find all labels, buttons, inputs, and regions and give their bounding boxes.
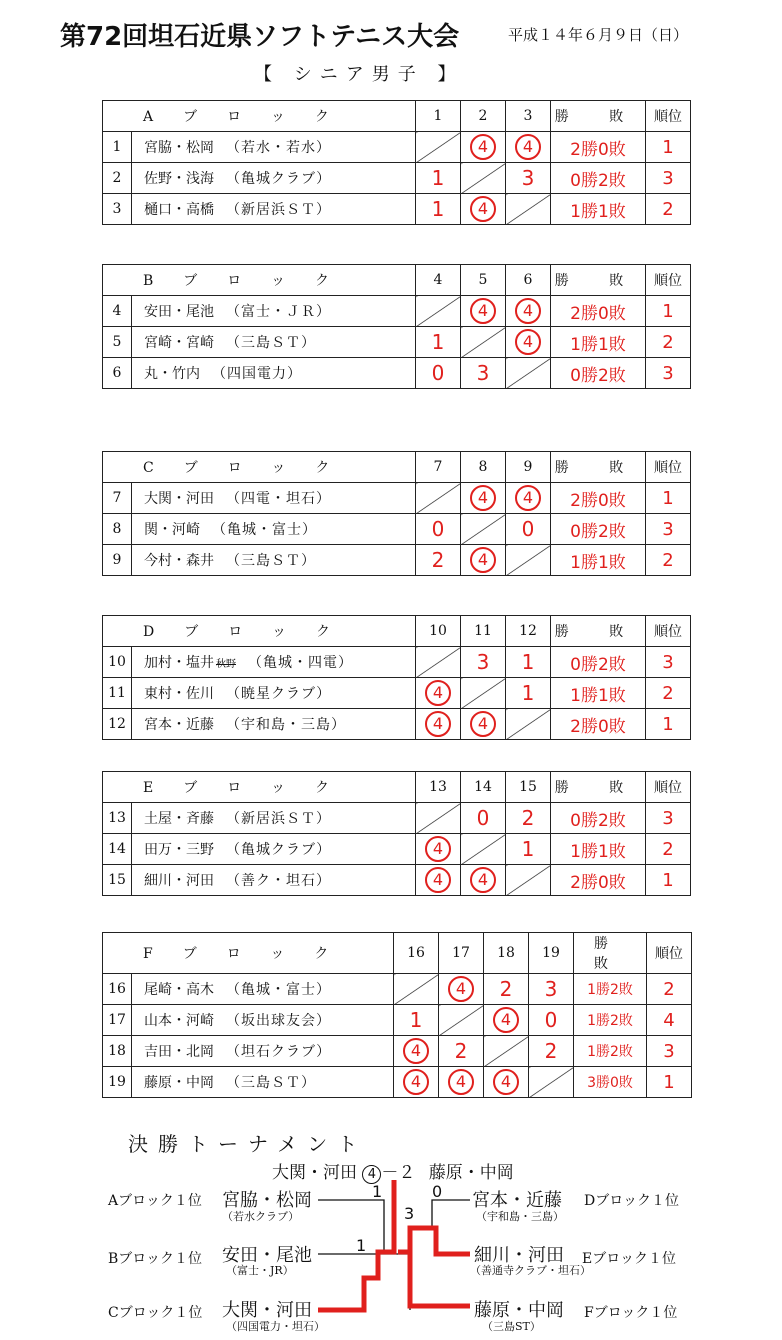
club-name: （亀城クラブ） xyxy=(226,842,332,858)
win-loss-header: 勝 敗 xyxy=(551,452,646,483)
seed-club-a: （若水クラブ） xyxy=(222,1210,300,1223)
seed-club-c: （四国電力・坦石） xyxy=(226,1320,325,1333)
column-number: 18 xyxy=(484,933,529,974)
seed-name-d: 宮本・近藤 xyxy=(472,1190,562,1211)
score-value: 1 xyxy=(409,1008,423,1032)
entry-number: 4 xyxy=(103,296,132,327)
winning-score: 4 xyxy=(403,1069,429,1095)
player-names: 土屋・斉藤 xyxy=(144,811,214,827)
score-value: 3 xyxy=(476,650,490,674)
rank-value: 4 xyxy=(663,1009,675,1031)
entry-number: 17 xyxy=(103,1005,132,1036)
rank-value: 1 xyxy=(662,869,674,891)
bracket-line-a xyxy=(318,1200,384,1254)
match-score-bc: 1 xyxy=(356,1236,367,1255)
entry-number: 9 xyxy=(103,545,132,576)
column-number: 4 xyxy=(416,265,461,296)
block-name: Aブロック xyxy=(103,101,416,132)
win-loss-record: 1勝2敗 xyxy=(587,982,633,998)
win-loss-header: 勝 敗 xyxy=(551,772,646,803)
rank-value: 1 xyxy=(662,713,674,735)
block-name: Cブロック xyxy=(103,452,416,483)
win-loss-record: 3勝0敗 xyxy=(587,1075,633,1091)
club-name: （三島ＳＴ） xyxy=(226,1075,316,1091)
entry-number: 8 xyxy=(103,514,132,545)
player-names: 大関・河田 xyxy=(144,491,214,507)
final-right-pair: 藤原・中岡 xyxy=(428,1163,514,1183)
score-value: 0 xyxy=(476,806,490,830)
win-loss-record: 0勝2敗 xyxy=(570,521,626,542)
club-name: （亀城・四電） xyxy=(248,655,353,671)
rank-value: 3 xyxy=(662,651,674,673)
club-name: （四電・坦石） xyxy=(226,491,331,507)
rank-header: 順位 xyxy=(646,452,691,483)
score-value: 0 xyxy=(544,1008,558,1032)
rank-header: 順位 xyxy=(646,616,691,647)
entry-number: 2 xyxy=(103,163,132,194)
column-number: 17 xyxy=(439,933,484,974)
winning-score: 4 xyxy=(470,134,496,160)
win-loss-header: 勝 敗 xyxy=(551,616,646,647)
rank-header: 順位 xyxy=(646,265,691,296)
winning-score: 4 xyxy=(470,196,496,222)
winning-score: 4 xyxy=(425,680,451,706)
column-number: 13 xyxy=(416,772,461,803)
score-value: 2 xyxy=(544,1039,558,1063)
score-value: 2 xyxy=(499,977,513,1001)
club-name: （新居浜ＳＴ） xyxy=(226,202,331,218)
entry-number: 11 xyxy=(103,678,132,709)
winning-score: 4 xyxy=(425,867,451,893)
block-name: Eブロック xyxy=(103,772,416,803)
winning-score: 4 xyxy=(515,134,541,160)
seed-name-a: 宮脇・松岡 xyxy=(222,1190,312,1211)
column-number: 14 xyxy=(461,772,506,803)
win-loss-record: 1勝2敗 xyxy=(587,1013,633,1029)
match-score-ab: 1 xyxy=(372,1182,383,1201)
score-value: 1 xyxy=(521,650,535,674)
player-names: 東村・佐川 xyxy=(144,686,214,702)
winning-score: 4 xyxy=(448,1069,474,1095)
score-value: 1 xyxy=(521,837,535,861)
club-name: （若水・若水） xyxy=(226,140,331,156)
column-number: 10 xyxy=(416,616,461,647)
seed-label-d: Dブロック１位 xyxy=(584,1193,679,1209)
club-name: （三島ＳＴ） xyxy=(226,553,316,569)
column-number: 1 xyxy=(416,101,461,132)
rank-value: 1 xyxy=(662,300,674,322)
win-loss-record: 1勝1敗 xyxy=(570,334,626,355)
entry-number: 7 xyxy=(103,483,132,514)
club-name: （暁星クラブ） xyxy=(226,686,332,702)
rank-value: 2 xyxy=(662,198,674,220)
entry-number: 13 xyxy=(103,803,132,834)
entry-number: 15 xyxy=(103,865,132,896)
club-name: （坦石クラブ） xyxy=(226,1044,332,1060)
winning-score: 4 xyxy=(493,1069,519,1095)
winning-score: 4 xyxy=(448,976,474,1002)
column-number: 19 xyxy=(529,933,574,974)
player-names: 細川・河田 xyxy=(144,873,214,889)
score-value: 2 xyxy=(431,548,445,572)
seed-name-f: 藤原・中岡 xyxy=(474,1300,564,1321)
player-names: 宮脇・松岡 xyxy=(144,140,214,156)
column-number: 5 xyxy=(461,265,506,296)
winning-score: 4 xyxy=(515,485,541,511)
rank-value: 3 xyxy=(662,518,674,540)
win-loss-header: 勝 敗 xyxy=(574,933,647,974)
bracket-win-e xyxy=(410,1228,470,1254)
win-loss-record: 2勝0敗 xyxy=(570,716,626,737)
score-value: 2 xyxy=(521,806,535,830)
block-name: Bブロック xyxy=(103,265,416,296)
club-name: （亀城クラブ） xyxy=(226,171,332,187)
rank-value: 3 xyxy=(662,807,674,829)
column-number: 11 xyxy=(461,616,506,647)
column-number: 16 xyxy=(394,933,439,974)
rank-value: 3 xyxy=(662,362,674,384)
player-names: 山本・河崎 xyxy=(144,1013,214,1029)
rank-header: 順位 xyxy=(647,933,692,974)
club-name: （富士・ＪＲ） xyxy=(226,304,331,320)
seed-club-d: （宇和島・三島） xyxy=(476,1210,564,1223)
win-loss-record: 1勝2敗 xyxy=(587,1044,633,1060)
rank-value: 1 xyxy=(662,487,674,509)
column-number: 9 xyxy=(506,452,551,483)
match-score-semi: 3 xyxy=(404,1204,415,1223)
club-name: （善ク・坦石） xyxy=(226,873,331,889)
seed-club-b: （富士・JR） xyxy=(226,1264,294,1277)
column-number: 12 xyxy=(506,616,551,647)
player-names: 宮崎・宮崎 xyxy=(144,335,214,351)
struck-name: 秋野 xyxy=(216,659,236,670)
rank-value: 1 xyxy=(662,136,674,158)
bracket-win-f xyxy=(398,1252,470,1306)
page-title: 第72回坦石近県ソフトテニス大会 xyxy=(60,22,460,52)
player-names: 関・河崎 xyxy=(144,522,200,538)
winning-score: 4 xyxy=(470,547,496,573)
final-loss-score: －２ xyxy=(381,1163,416,1183)
rank-value: 3 xyxy=(663,1040,675,1062)
player-names: 丸・竹内 xyxy=(144,366,200,382)
score-value: 1 xyxy=(521,681,535,705)
column-number: 2 xyxy=(461,101,506,132)
win-loss-record: 1勝1敗 xyxy=(570,552,626,573)
win-loss-record: 1勝1敗 xyxy=(570,841,626,862)
rank-value: 2 xyxy=(662,549,674,571)
win-loss-record: 0勝2敗 xyxy=(570,170,626,191)
winning-score: 4 xyxy=(425,836,451,862)
column-number: 15 xyxy=(506,772,551,803)
seed-name-e: 細川・河田 xyxy=(474,1245,564,1266)
rank-header: 順位 xyxy=(646,101,691,132)
final-left-pair: 大関・河田 xyxy=(272,1163,357,1183)
column-number: 7 xyxy=(416,452,461,483)
match-score-de: 0 xyxy=(432,1182,443,1201)
seed-label-b: Bブロック１位 xyxy=(108,1251,203,1267)
player-names: 今村・森井 xyxy=(144,553,214,569)
player-names: 佐野・浅海 xyxy=(144,171,214,187)
block-name: Fブロック xyxy=(103,933,394,974)
win-loss-record: 0勝2敗 xyxy=(570,654,626,675)
score-value: 0 xyxy=(431,517,445,541)
club-name: （坂出球友会） xyxy=(226,1013,331,1029)
club-name: （三島ＳＴ） xyxy=(226,335,316,351)
seed-label-c: Cブロック１位 xyxy=(108,1305,203,1321)
club-name: （亀城・富士） xyxy=(226,982,331,998)
rank-value: 2 xyxy=(662,838,674,860)
winning-score: 4 xyxy=(403,1038,429,1064)
player-names: 田万・三野 xyxy=(144,842,214,858)
player-names: 加村・塩井 xyxy=(144,655,214,671)
seed-club-f: （三島ST） xyxy=(482,1320,541,1333)
final-win-score: 4 xyxy=(362,1165,381,1184)
club-name: （四国電力） xyxy=(212,366,302,382)
score-value: 0 xyxy=(521,517,535,541)
seed-label-e: Eブロック１位 xyxy=(582,1251,676,1267)
rank-value: 2 xyxy=(663,978,675,1000)
winning-score: 4 xyxy=(515,298,541,324)
player-names: 安田・尾池 xyxy=(144,304,214,320)
win-loss-record: 2勝0敗 xyxy=(570,139,626,160)
rank-value: 1 xyxy=(663,1071,675,1093)
player-names: 宮本・近藤 xyxy=(144,717,214,733)
entry-number: 19 xyxy=(103,1067,132,1098)
score-value: 1 xyxy=(431,330,445,354)
entry-number: 1 xyxy=(103,132,132,163)
entry-number: 6 xyxy=(103,358,132,389)
seed-name-b: 安田・尾池 xyxy=(222,1245,312,1266)
winning-score: 4 xyxy=(425,711,451,737)
rank-value: 3 xyxy=(662,167,674,189)
entry-number: 10 xyxy=(103,647,132,678)
win-loss-header: 勝 敗 xyxy=(551,101,646,132)
column-number: 3 xyxy=(506,101,551,132)
block-name: Dブロック xyxy=(103,616,416,647)
seed-label-f: Fブロック１位 xyxy=(584,1305,678,1321)
score-value: 3 xyxy=(521,166,535,190)
score-value: 2 xyxy=(454,1039,468,1063)
win-loss-record: 2勝0敗 xyxy=(570,872,626,893)
seed-club-e: （善通寺クラブ・坦石） xyxy=(470,1264,591,1277)
club-name: （宇和島・三島） xyxy=(226,717,346,733)
club-name: （亀城・富士） xyxy=(212,522,317,538)
rank-value: 2 xyxy=(662,682,674,704)
win-loss-record: 1勝1敗 xyxy=(570,685,626,706)
event-date: 平成１４年６月９日（日） xyxy=(508,26,689,44)
category-subtitle: 【 シニア男子 】 xyxy=(254,64,464,85)
score-value: 3 xyxy=(544,977,558,1001)
tournament-title: 決勝トーナメント xyxy=(128,1132,368,1156)
winning-score: 4 xyxy=(493,1007,519,1033)
winning-score: 4 xyxy=(470,298,496,324)
seed-label-a: Aブロック１位 xyxy=(108,1193,202,1209)
column-number: 6 xyxy=(506,265,551,296)
entry-number: 3 xyxy=(103,194,132,225)
rank-header: 順位 xyxy=(646,772,691,803)
club-name: （新居浜ＳＴ） xyxy=(226,811,331,827)
score-value: 3 xyxy=(476,361,490,385)
player-names: 尾崎・高木 xyxy=(144,982,214,998)
entry-number: 12 xyxy=(103,709,132,740)
score-value: 0 xyxy=(431,361,445,385)
win-loss-record: 2勝0敗 xyxy=(570,303,626,324)
win-loss-record: 2勝0敗 xyxy=(570,490,626,511)
entry-number: 14 xyxy=(103,834,132,865)
score-value: 1 xyxy=(431,166,445,190)
entry-number: 16 xyxy=(103,974,132,1005)
seed-name-c: 大関・河田 xyxy=(222,1300,312,1321)
win-loss-record: 1勝1敗 xyxy=(570,201,626,222)
winning-score: 4 xyxy=(515,329,541,355)
score-value: 1 xyxy=(431,197,445,221)
column-number: 8 xyxy=(461,452,506,483)
entry-number: 5 xyxy=(103,327,132,358)
entry-number: 18 xyxy=(103,1036,132,1067)
win-loss-header: 勝 敗 xyxy=(551,265,646,296)
winning-score: 4 xyxy=(470,485,496,511)
winning-score: 4 xyxy=(470,867,496,893)
win-loss-record: 0勝2敗 xyxy=(570,365,626,386)
win-loss-record: 0勝2敗 xyxy=(570,810,626,831)
player-names: 樋口・高橋 xyxy=(144,202,214,218)
player-names: 吉田・北岡 xyxy=(144,1044,214,1060)
winning-score: 4 xyxy=(470,711,496,737)
rank-value: 2 xyxy=(662,331,674,353)
player-names: 藤原・中岡 xyxy=(144,1075,214,1091)
